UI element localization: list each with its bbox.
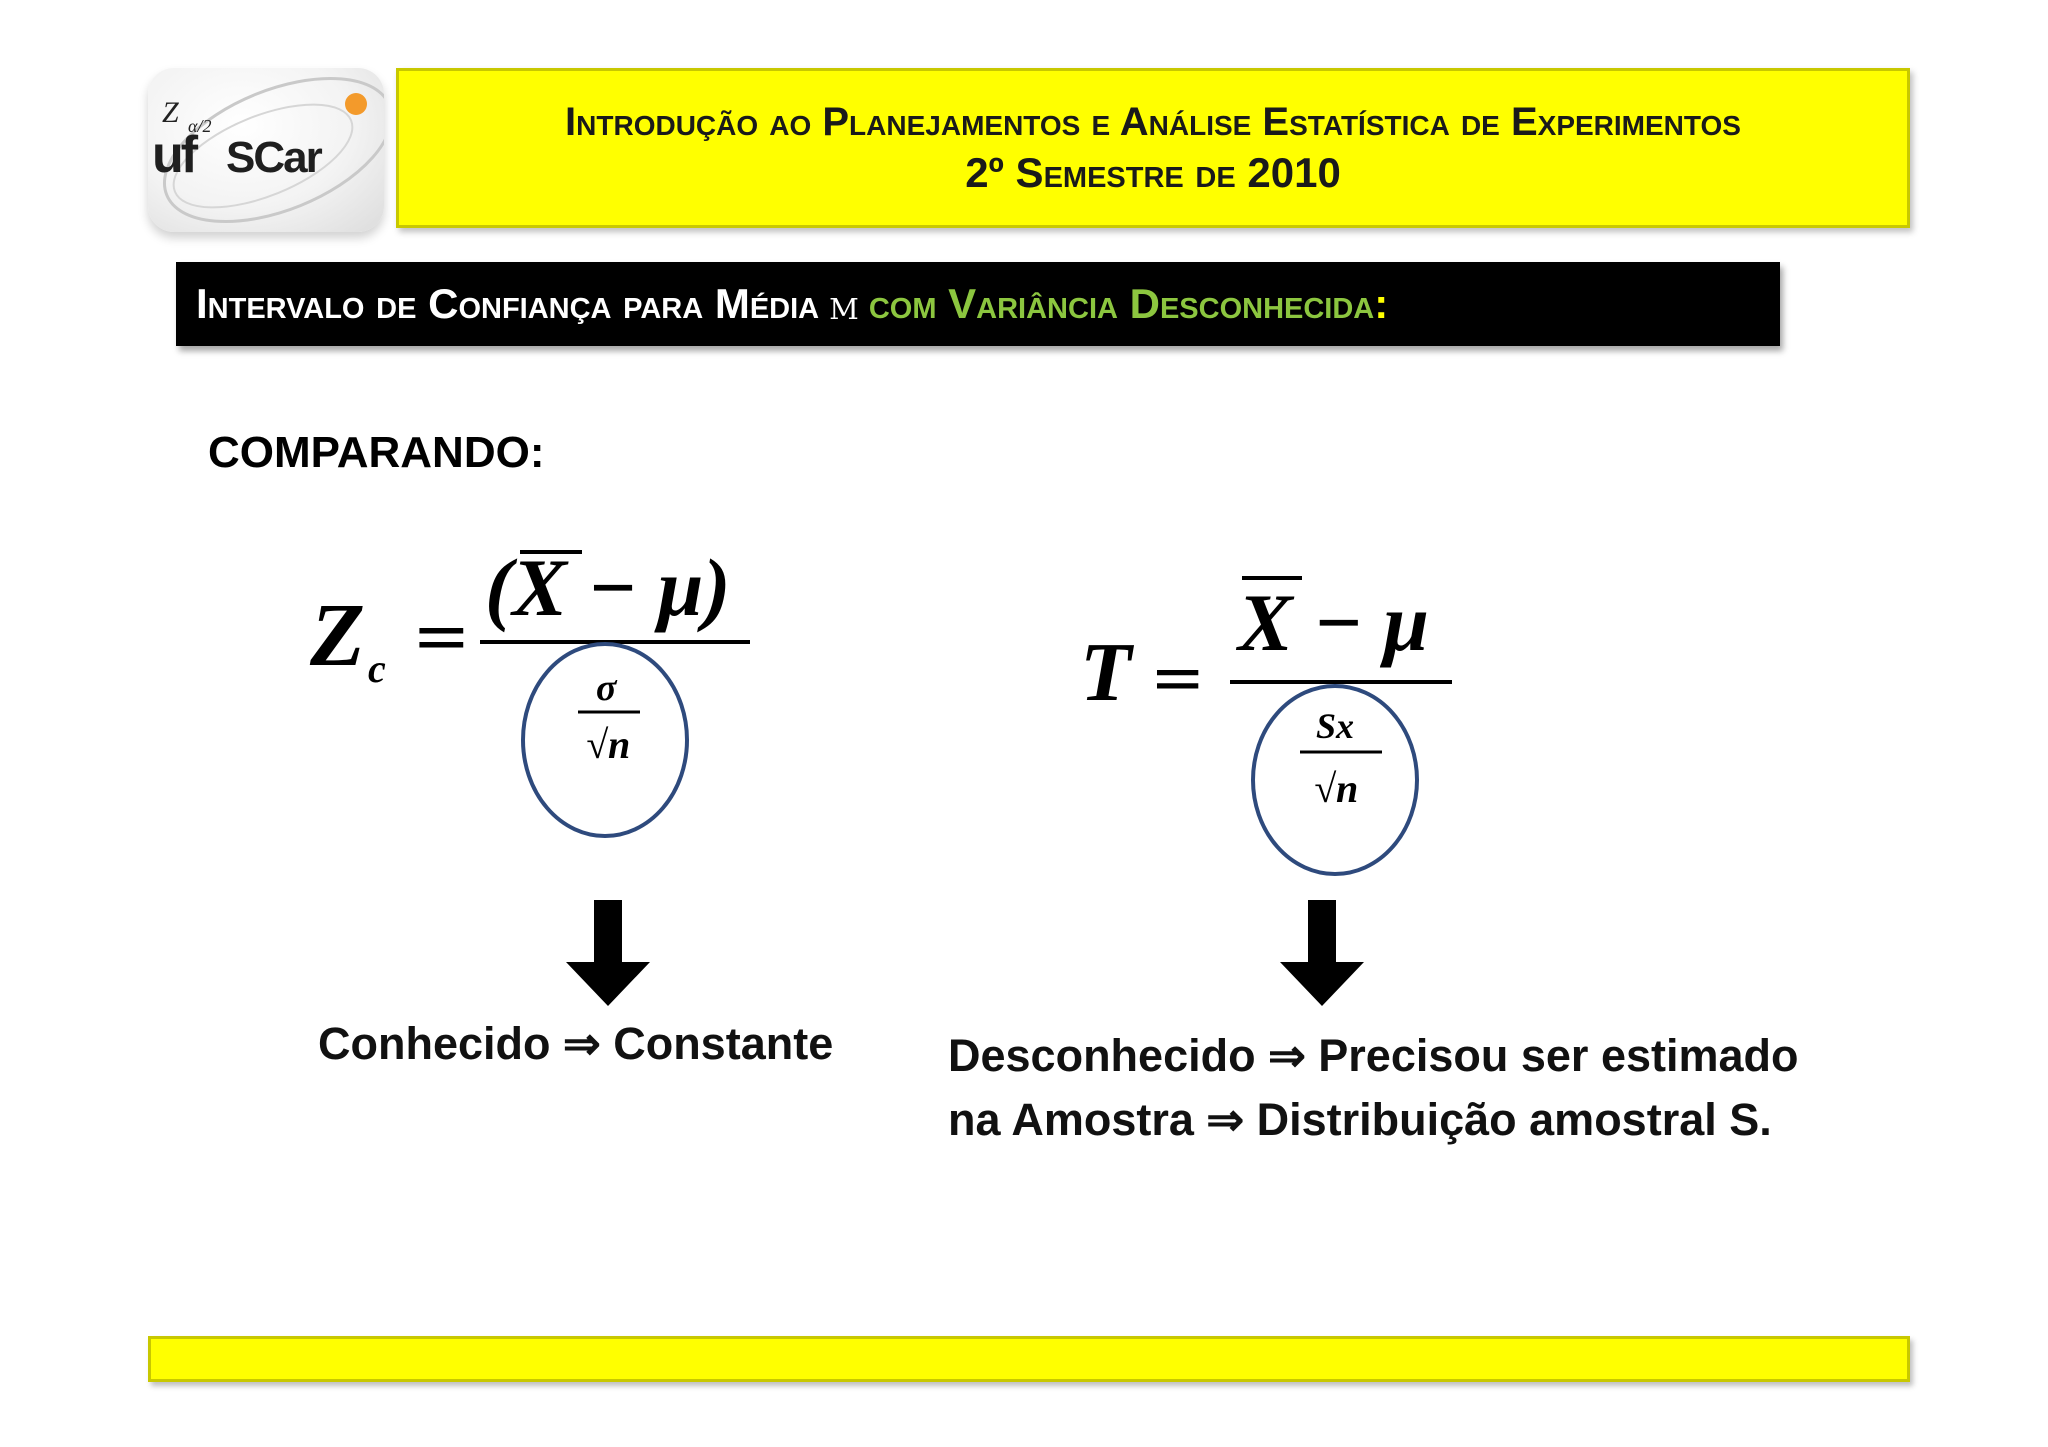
caption-known: Conhecido ⇒ Constante [318,1018,834,1069]
z-formula-subscript: c [368,646,386,691]
svg-text:uf: uf [152,126,196,184]
section-heading [176,262,1780,346]
t-denominator-sx: Sx [1316,706,1355,746]
z-formula-numerator: (X − μ) [485,542,731,633]
semester-title: 2º Semestre de 2010 [965,148,1341,196]
t-denominator-sqrt-n: √n [1314,766,1359,811]
z-formula [300,520,780,860]
z-denominator-sigma: σ [596,667,617,709]
caption-unknown-line2: na Amostra ⇒ Distribuição amostral S. [948,1094,1772,1145]
section-heading-colon: : [1374,280,1389,327]
t-formula-lhs: T [1080,626,1132,719]
section-heading-part2: com Variância Desconhecida [868,280,1375,327]
z-denominator-sqrt-n: √n [586,722,631,767]
caption-unknown-line1: Desconhecido ⇒ Precisou ser estimado [948,1030,1799,1081]
course-title: Introdução ao Planejamentos e Análise Estatística de Experimentos [565,99,1741,144]
footer-bar [148,1336,1910,1382]
t-formula-numerator: X − μ [1238,577,1429,668]
down-arrow-icon [566,900,650,1011]
section-heading-mu: μ [829,279,859,329]
title-banner [396,68,1910,228]
z-formula-equals: = [412,595,471,677]
svg-text:SCar: SCar [226,133,321,182]
ufscar-logo [148,68,384,232]
down-arrow-icon [1280,900,1364,1011]
section-heading-part1: Intervalo de Confiança para Média [196,280,820,327]
t-formula-equals: = [1150,639,1206,716]
caption-unknown [948,1024,1799,1152]
comparando-heading: COMPARANDO: [208,428,545,477]
svg-text:Z: Z [162,96,179,129]
z-formula-lhs: Z [310,586,365,685]
svg-text:α/2: α/2 [188,116,212,136]
t-formula [1070,560,1490,900]
